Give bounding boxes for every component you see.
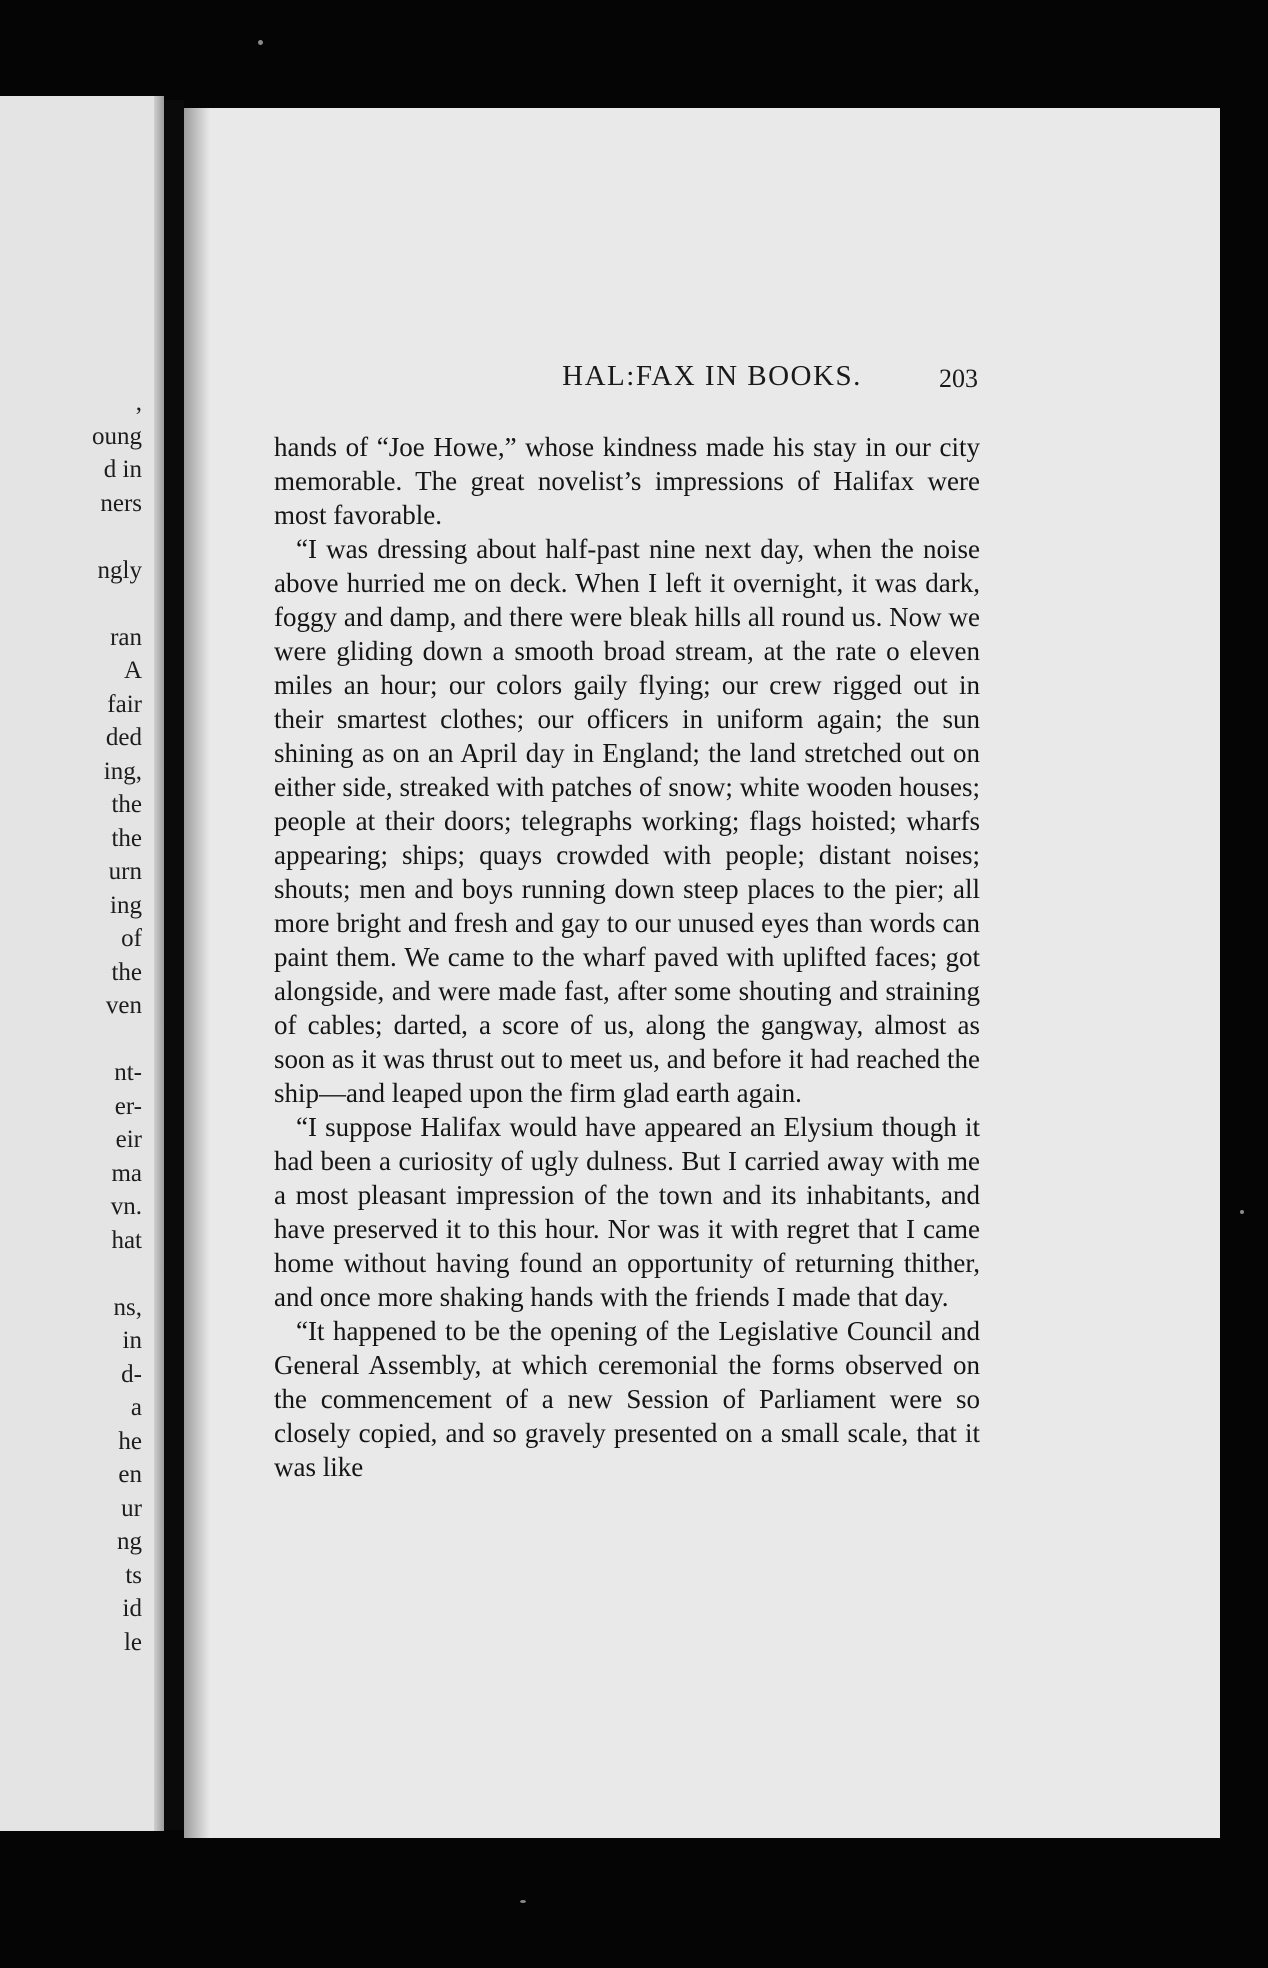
left-page-line: vn. bbox=[110, 1193, 142, 1220]
paragraph: “I was dressing about half-past nine next day, when the noise above hurried me on deck. When I left it overnight, it was dark, foggy and damp, and there were bleak hills all round us. Now we were gliding down a smooth broad stream, at the rate o eleven miles an hour; our colors gaily flying; our crew rigged out in their smartest clothes; our officers in uniform again; the sun shining as on an April day in England; the land stretched out on either side, streaked with patches of snow; white wooden houses; people at their doors; telegraphs working; flags hoisted; wharfs appearing; ships; quays crowded with people; distant noises; shouts; men and boys running down steep places to the pier; all more bright and fresh and gay to our unused eyes than words can paint them. We came to the wharf paved with uplifted faces; got alongside, and were made fast, after some shouting and straining of cables; darted, a score of us, along the gangway, almost as soon as it was thrust out to meet us, and before it had reached the ship—and leaped upon the firm glad earth again. bbox=[274, 534, 980, 1108]
left-page-line: the bbox=[111, 958, 142, 986]
left-page-gutter-shadow bbox=[154, 96, 164, 1831]
left-facing-page bbox=[0, 96, 164, 1831]
left-page-text-fragments bbox=[92, 386, 142, 1659]
left-page-line bbox=[92, 1023, 142, 1057]
left-page-line: hat bbox=[111, 1226, 142, 1254]
paragraph: “It happened to be the opening of the Legislative Council and General Assembly, at which ceremonial the forms observed on the commencement of a new Session of Parliament were so closely copied, and so gravely presented on a small scale, that it was like bbox=[274, 1316, 980, 1482]
left-page-line bbox=[92, 520, 142, 554]
left-page-line: urn bbox=[108, 858, 142, 885]
left-page-line: ing, bbox=[103, 757, 142, 785]
left-page-line: eir bbox=[115, 1126, 142, 1153]
left-page-line: of bbox=[121, 925, 142, 952]
body-text bbox=[274, 430, 980, 1484]
left-page-line: ngly bbox=[97, 556, 142, 584]
left-page-line: he bbox=[118, 1427, 142, 1455]
left-page-line: A bbox=[123, 657, 142, 684]
left-page-line bbox=[92, 587, 142, 621]
paragraph: “I suppose Halifax would have appeared an Elysium though it had been a curiosity of ugly dulness. But I carried away with me a most pleasant impression of the town and its inhabitants, and have preserved it to this hour. Nor was it with regret that I came home without having found an opportunity of returning thither, and once more shaking hands with the friends I made that day. bbox=[274, 1112, 980, 1312]
book-spine bbox=[164, 100, 184, 1830]
left-page-line: le bbox=[123, 1628, 142, 1656]
left-page-line: ur bbox=[121, 1494, 142, 1522]
paragraph: hands of “Joe Howe,” whose kindness made his stay in our city memorable. The great novelist’s impressions of Halifax were most favorable. bbox=[274, 432, 980, 530]
running-head: HAL:FAX IN BOOKS. bbox=[562, 360, 862, 392]
left-page-line: the bbox=[111, 824, 142, 852]
left-page-line: ma bbox=[111, 1159, 142, 1187]
book-page bbox=[184, 108, 1220, 1838]
scan-speck bbox=[520, 1900, 526, 1903]
left-page-line: ing bbox=[110, 891, 142, 919]
left-page-line: ran bbox=[110, 623, 142, 651]
page-inner-shadow bbox=[184, 108, 210, 1838]
left-page-line bbox=[92, 1257, 142, 1291]
left-page-line: id bbox=[122, 1595, 142, 1622]
left-page-line: , bbox=[135, 389, 142, 416]
left-page-line: d- bbox=[121, 1360, 142, 1388]
scan-speck bbox=[1240, 1210, 1244, 1214]
left-page-line: nt- bbox=[114, 1059, 142, 1086]
left-page-line: ts bbox=[125, 1561, 142, 1589]
left-page-line: the bbox=[111, 791, 142, 818]
left-page-line: a bbox=[130, 1394, 142, 1421]
left-page-line: oung bbox=[92, 422, 142, 450]
left-page-line: fair bbox=[107, 690, 142, 718]
left-page-line: ns, bbox=[113, 1293, 142, 1321]
left-page-line: en bbox=[118, 1461, 142, 1488]
left-page-line: ded bbox=[105, 724, 142, 751]
left-page-line: in bbox=[122, 1327, 142, 1354]
left-page-line: ng bbox=[117, 1528, 142, 1555]
left-page-line: ners bbox=[100, 489, 142, 517]
page-number: 203 bbox=[939, 364, 978, 393]
left-page-line: ven bbox=[105, 992, 142, 1019]
left-page-line: d in bbox=[103, 456, 142, 483]
scan-speck bbox=[258, 40, 263, 45]
left-page-line: er- bbox=[114, 1092, 142, 1120]
